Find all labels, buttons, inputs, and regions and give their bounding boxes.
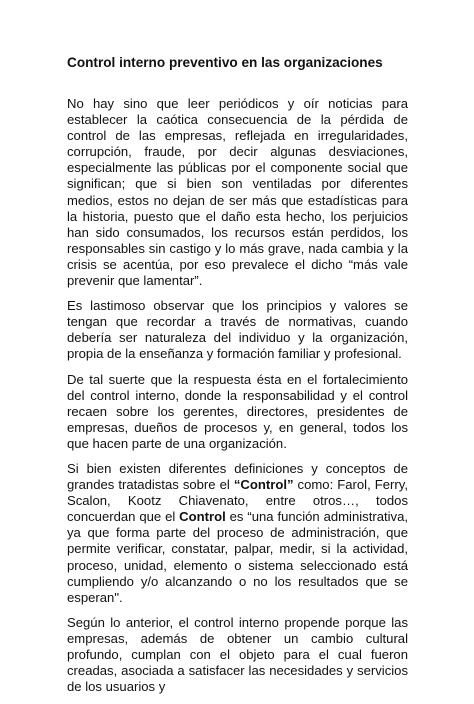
paragraph-1: No hay sino que leer periódicos y oír noticias para establecer la caótica consecuencia de la pérdida de control de las empresas, reflejada en irregularidades, corrupción, fraude, por decir algunas desviaciones, especialmente las públicas por el componente social que significan; que si bien son ventiladas por diferentes medios, estos no dejan de ser más que estadísticas para la historia, puesto que el daño esta hecho, los perjuicios han sido consumados, los recursos están perdidos, los responsables sin castigo y lo más grave, nada cambia y la crisis se acentúa, por eso prevalece el dicho “más vale prevenir que lamentar”. <box>67 96 408 289</box>
paragraph-4 <box>67 461 408 606</box>
document-title: Control interno preventivo en las organizaciones <box>67 55 383 70</box>
control-term: Control <box>179 509 226 525</box>
document-body <box>67 96 408 704</box>
paragraph-5: Según lo anterior, el control interno propende porque las empresas, además de obtener un cambio cultural profundo, cumplan con el objeto para el cual fueron creadas, asociada a satisfacer las necesidades y servicios de los usuarios y <box>67 614 408 695</box>
paragraph-4-text-3: es “una función administrativa, ya que forma parte del proceso de administración, que permite verificar, constatar, palpar, medir, si la actividad, proceso, unidad, elemento o sistema seleccionado está cumpliendo y/o alcanzando o no los resultados que se esperan". <box>67 509 408 605</box>
paragraph-4-text-1: Si bien existen diferentes definiciones y conceptos de grandes tratadistas sobre el <box>67 460 408 493</box>
paragraph-3: De tal suerte que la respuesta ésta en el fortalecimiento del control interno, donde la responsabilidad y el control recaen sobre los gerentes, directores, presidentes de empresas, dueños de procesos y, en general, todos los que hacen parte de una organización. <box>67 371 408 451</box>
paragraph-2: Es lastimoso observar que los principios y valores se tengan que recordar a través de normativas, cuando debería ser naturaleza del individuo y la organización, propia de la enseñanza y formación familiar y profesional. <box>67 298 408 362</box>
paragraph-4-text-2: como: Farol, Ferry, Scalon, Kootz Chiavenato, entre otros…, todos concuerdan que el <box>67 477 408 525</box>
control-term-quoted: “Control” <box>233 477 294 493</box>
